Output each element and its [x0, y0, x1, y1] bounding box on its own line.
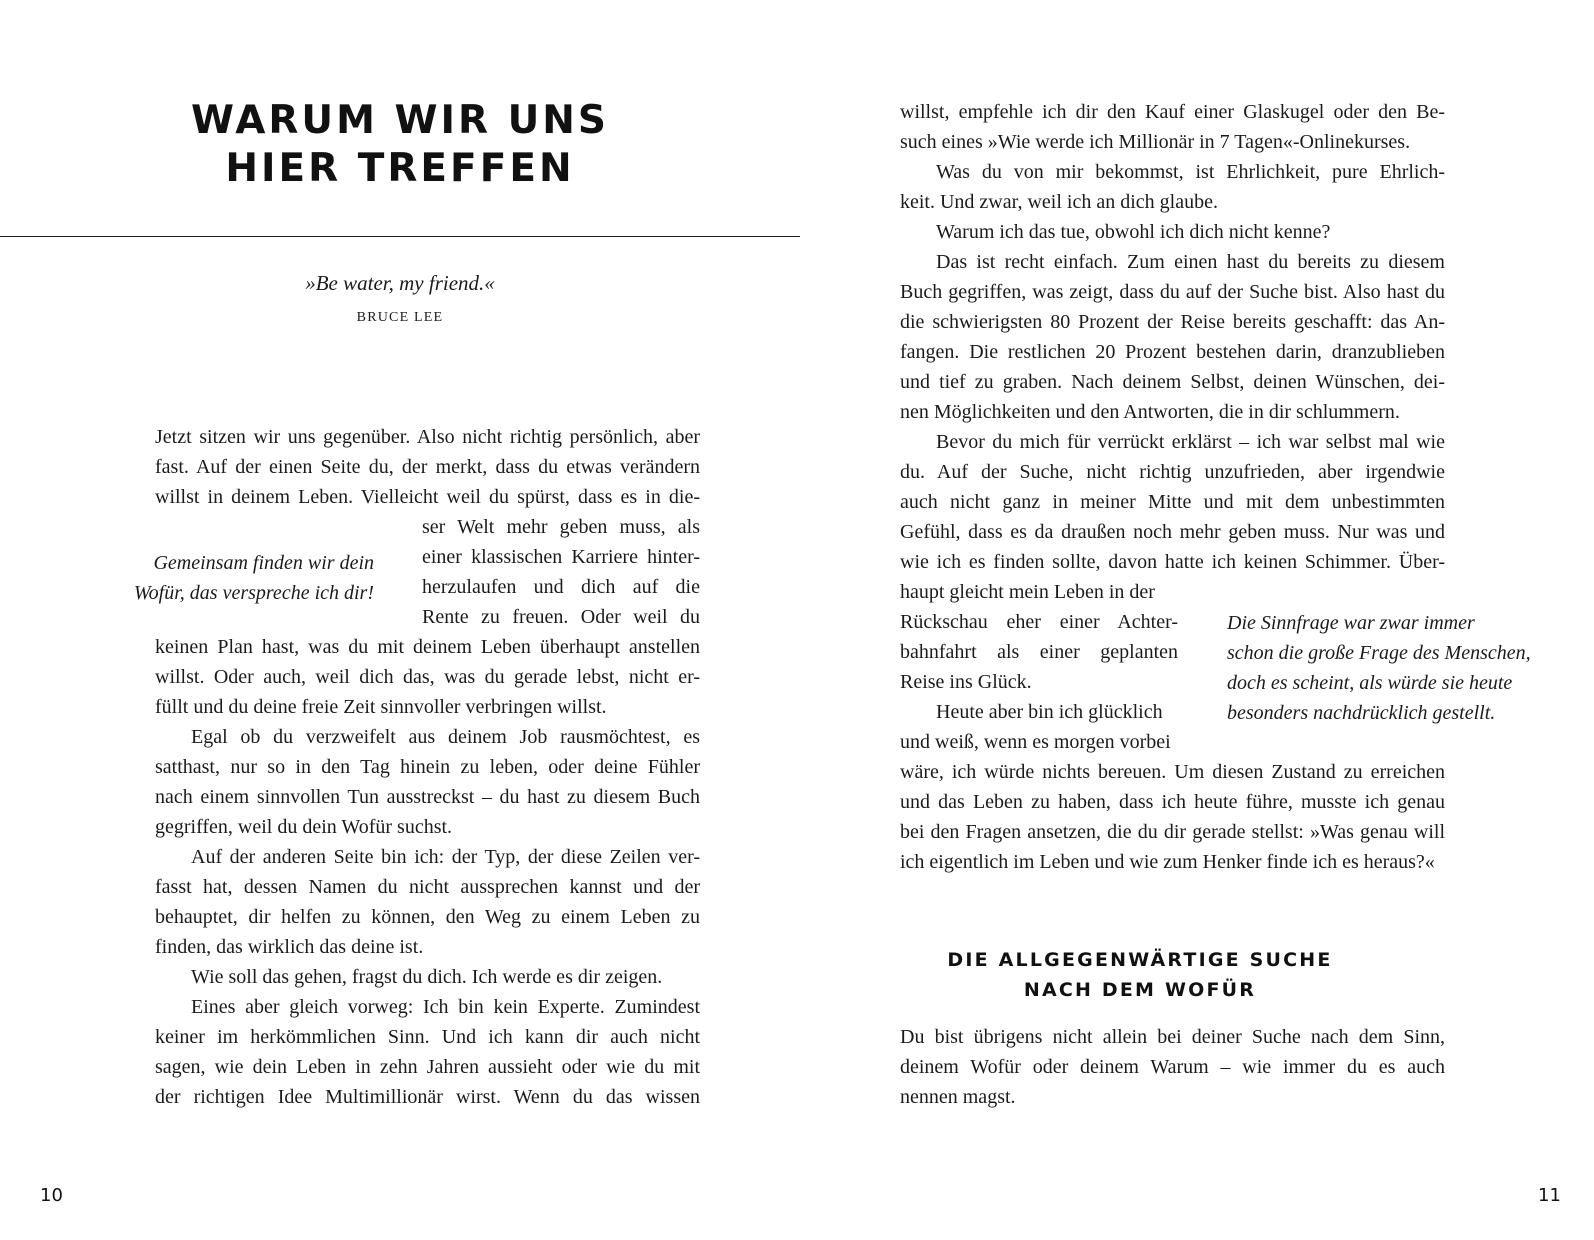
- text-line: nen Möglichkeiten und den Antworten, die in dir schlummern.: [900, 401, 1400, 423]
- text-line: Bevor du mich für verrückt erklärst – ich war selbst mal wie: [936, 431, 1445, 453]
- text-line: Eines aber gleich vorweg: Ich bin kein Experte. Zumindest: [191, 996, 700, 1018]
- pull-quote-line: Die Sinnfrage war zwar immer: [1227, 612, 1475, 634]
- text-line: Auf der anderen Seite bin ich: der Typ, der diese Zeilen ver-: [191, 846, 700, 868]
- text-line: fast. Auf der einen Seite du, der merkt, dass du etwas verändern: [155, 456, 700, 478]
- text-line: Was du von mir bekommst, ist Ehrlichkeit, pure Ehrlich-: [936, 161, 1445, 183]
- pull-quote-line: Wofür, das verspreche ich dir!: [133, 582, 374, 604]
- text-line: satthast, nur so in den Tag hinein zu leben, oder deine Fühler: [155, 756, 700, 778]
- text-line: und tief zu graben. Nach deinem Selbst, deinen Wünschen, dei-: [900, 371, 1445, 393]
- text-line: füllt und du deine freie Zeit sinnvoller verbringen willst.: [155, 696, 607, 718]
- text-line: willst. Oder auch, weil dich das, was du gerade lebst, nicht er-: [155, 666, 700, 688]
- pull-quote-line: Gemeinsam finden wir dein: [153, 552, 374, 574]
- text-line: Jetzt sitzen wir uns gegenüber. Also nicht richtig persönlich, aber: [155, 426, 700, 448]
- chapter-title-line: HIER TREFFEN: [225, 146, 575, 191]
- text-line: Buch gegriffen, was zeigt, dass du auf der Suche bist. Also hast du: [900, 281, 1445, 303]
- text-line: herzulaufen und dich auf die: [422, 576, 700, 598]
- text-line: und weiß, wenn es morgen vorbei: [900, 731, 1171, 753]
- text-line: die schwierigsten 80 Prozent der Reise bereits geschafft: das An-: [900, 311, 1445, 333]
- pull-quote-line: doch es scheint, als würde sie heute: [1227, 672, 1513, 694]
- epigraph-author: BRUCE LEE: [356, 310, 444, 325]
- chapter-title: [0, 97, 800, 193]
- text-line: keiner im herkömmlichen Sinn. Und ich kann dir auch nicht: [155, 1026, 700, 1048]
- section-heading-line: DIE ALLGEGENWÄRTIGE SUCHE: [947, 949, 1333, 971]
- text-line: Rückschau eher einer Achter-: [900, 611, 1178, 633]
- title-divider: [0, 236, 800, 237]
- text-line: Reise ins Glück.: [900, 671, 1032, 693]
- chapter-title-line: WARUM WIR UNS: [190, 98, 610, 143]
- text-line: behauptet, dir helfen zu können, den Weg zu einem Leben zu: [155, 906, 700, 928]
- text-line: nach einem sinnvollen Tun ausstreckst – du hast zu diesem Buch: [155, 786, 700, 808]
- text-line: nennen magst.: [900, 1086, 1016, 1108]
- text-line: fangen. Die restlichen 20 Prozent bestehen darin, dranzublieben: [900, 341, 1445, 363]
- text-line: der richtigen Idee Multimillionär wirst. Wenn du das wissen: [155, 1086, 700, 1108]
- text-line: einer klassischen Karriere hinter-: [422, 546, 700, 568]
- text-line: deinem Wofür oder deinem Warum – wie immer du es auch: [900, 1056, 1445, 1078]
- text-line: Rente zu freuen. Oder weil du: [422, 606, 700, 628]
- text-line: wäre, ich würde nichts bereuen. Um diesen Zustand zu erreichen: [900, 761, 1445, 783]
- epigraph-quote: »Be water, my friend.«: [305, 271, 495, 295]
- text-line: Gefühl, dass es da draußen noch mehr geben muss. Nur was und: [900, 521, 1445, 543]
- text-line: ich eigentlich im Leben und wie zum Henker finde ich es heraus?«: [900, 851, 1435, 873]
- text-line: sagen, wie dein Leben in zehn Jahren aussieht oder wie du mit: [155, 1056, 700, 1078]
- text-line: Wie soll das gehen, fragst du dich. Ich werde es dir zeigen.: [191, 966, 663, 988]
- page-number-right: 11: [1538, 1185, 1561, 1206]
- text-line: keinen Plan hast, was du mit deinem Leben überhaupt anstellen: [155, 636, 700, 658]
- section-heading-line: NACH DEM WOFÜR: [1023, 979, 1257, 1001]
- text-line: finden, das wirklich das deine ist.: [155, 936, 424, 958]
- text-line: Heute aber bin ich glücklich: [936, 701, 1163, 723]
- text-line: auch nicht ganz in meiner Mitte und mit dem unbestimmten: [900, 491, 1445, 513]
- text-line: bahnfahrt als einer geplanten: [900, 641, 1178, 663]
- text-line: Egal ob du verzweifelt aus deinem Job rausmöchtest, es: [191, 726, 700, 748]
- text-line: du. Auf der Suche, nicht richtig unzufrieden, aber irgendwie: [900, 461, 1445, 483]
- text-line: fasst hat, dessen Namen du nicht aussprechen kannst und der: [155, 876, 700, 898]
- text-line: Du bist übrigens nicht allein bei deiner Suche nach dem Sinn,: [900, 1026, 1445, 1048]
- text-line: bei den Fragen ansetzen, die du dir gerade stellst: »Was genau will: [900, 821, 1445, 843]
- section-heading: [880, 945, 1400, 1005]
- text-line: such eines »Wie werde ich Millionär in 7 Tagen«-Onlinekurses.: [900, 131, 1411, 153]
- text-line: willst in deinem Leben. Vielleicht weil du spürst, dass es in die-: [155, 486, 700, 508]
- text-line: ser Welt mehr geben muss, als: [422, 516, 700, 538]
- text-line: keit. Und zwar, weil ich an dich glaube.: [900, 191, 1218, 213]
- pull-quote-line: schon die große Frage des Menschen,: [1227, 642, 1531, 664]
- text-line: haupt gleicht mein Leben in der: [900, 581, 1155, 603]
- text-line: Das ist recht einfach. Zum einen hast du bereits zu diesem: [936, 251, 1445, 273]
- text-line: Warum ich das tue, obwohl ich dich nicht kenne?: [936, 221, 1331, 243]
- text-line: wie ich es finden sollte, davon hatte ich keinen Schimmer. Über-: [900, 551, 1445, 573]
- pull-quote-line: besonders nachdrücklich gestellt.: [1227, 702, 1496, 724]
- text-line: und das Leben zu haben, dass ich heute führe, musste ich genau: [900, 791, 1445, 813]
- text-line: gegriffen, weil du dein Wofür suchst.: [155, 816, 453, 838]
- page-number-left: 10: [40, 1185, 63, 1206]
- text-line: willst, empfehle ich dir den Kauf einer Glaskugel oder den Be-: [900, 101, 1445, 123]
